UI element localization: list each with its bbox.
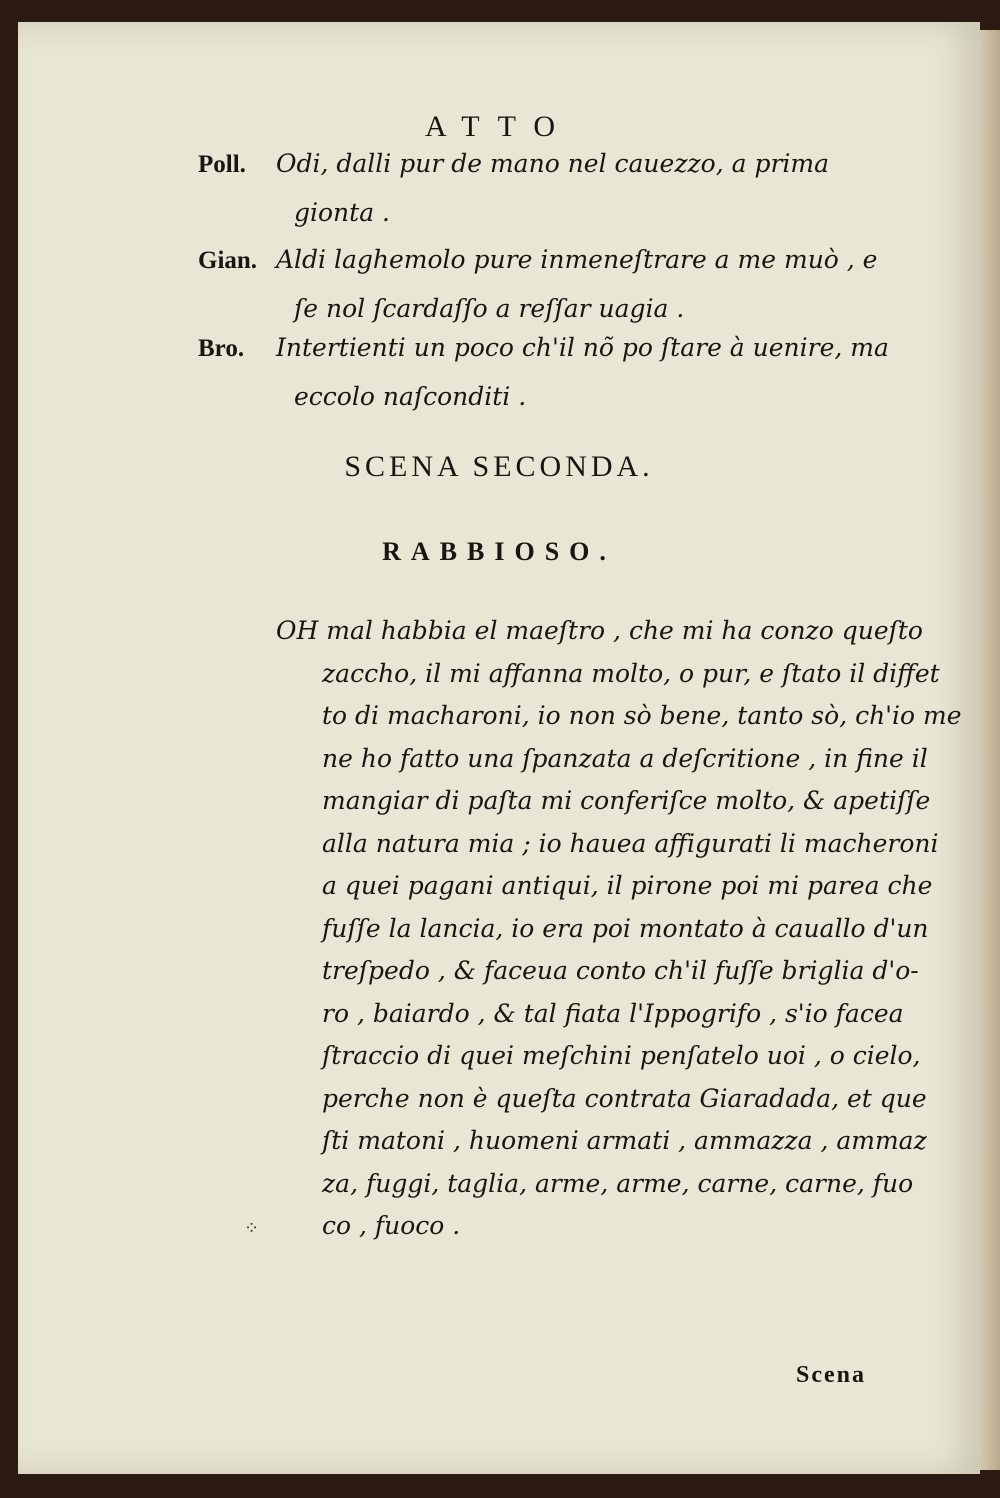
speech-line: ſe nol ſcardaſſo a reſſar uagia . — [294, 294, 685, 323]
page-header: ATTO — [424, 110, 574, 143]
speaker-label: Bro. — [198, 335, 245, 362]
monologue-line: ne ho fatto una ſpanzata a deſcritione , in fine il — [322, 743, 928, 773]
monologue-line: za, fuggi, taglia, arme, arme, carne, carne, fuo — [322, 1168, 914, 1198]
speech-poll — [198, 140, 938, 237]
monologue-line: a quei pagani antiqui, il pirone poi mi parea che — [322, 871, 933, 900]
monologue-line: ro , baiardo , & tal fiata l'Ippogrifo , s'io facea — [322, 998, 904, 1028]
speaker-label: Gian. — [198, 247, 258, 274]
margin-mark: ⁘ — [244, 1218, 260, 1239]
monologue-line: zaccho, il mi affanna molto, o pur, e ſtato il diffet — [322, 658, 940, 688]
monologue-line: alla natura mia ; io hauea affigurati li macheroni — [322, 828, 939, 858]
monologue — [276, 610, 962, 1248]
monologue-line: to di macharoni, io non sò bene, tanto sò, ch'io me — [322, 701, 962, 730]
speech-line: Odi, dalli pur de mano nel cauezzo, a prima — [276, 149, 830, 178]
monologue-line: fuſſe la lancia, io era poi montato à cauallo d'un — [322, 913, 929, 943]
monologue-line: OH mal habbia el maeſtro , che mi ha conzo queſto — [276, 616, 923, 645]
speech-line: Aldi laghemolo pure inmeneſtrare a me muò , e — [276, 245, 878, 274]
monologue-line: ſtraccio di quei meſchini penſatelo uoi , o cielo, — [322, 1041, 921, 1070]
speech-line: Intertienti un poco ch'il nõ po ſtare à uenire, ma — [276, 333, 889, 362]
monologue-line: mangiar di paſta mi conferiſce molto, & apetiſſe — [322, 786, 931, 815]
speech-line: eccolo naſconditi . — [294, 382, 527, 411]
speech-bro — [198, 324, 938, 421]
scene-title: SCENA SECONDA. — [344, 450, 654, 483]
speaker-label: Poll. — [198, 151, 246, 178]
book-page — [18, 22, 980, 1474]
catchword: Scena — [796, 1362, 866, 1388]
speech-gian — [198, 236, 938, 333]
monologue-line: treſpedo , & faceua conto ch'il fuſſe briglia d'o- — [322, 956, 919, 985]
monologue-line: co , fuoco . — [322, 1211, 461, 1240]
monologue-line: ſti matoni , huomeni armati , ammazza , ammaz — [322, 1126, 927, 1155]
speech-line: gionta . — [294, 198, 390, 227]
character-name: RABBIOSO. — [382, 537, 616, 566]
monologue-line: perche non è queſta contrata Giaradada, et que — [322, 1083, 927, 1113]
